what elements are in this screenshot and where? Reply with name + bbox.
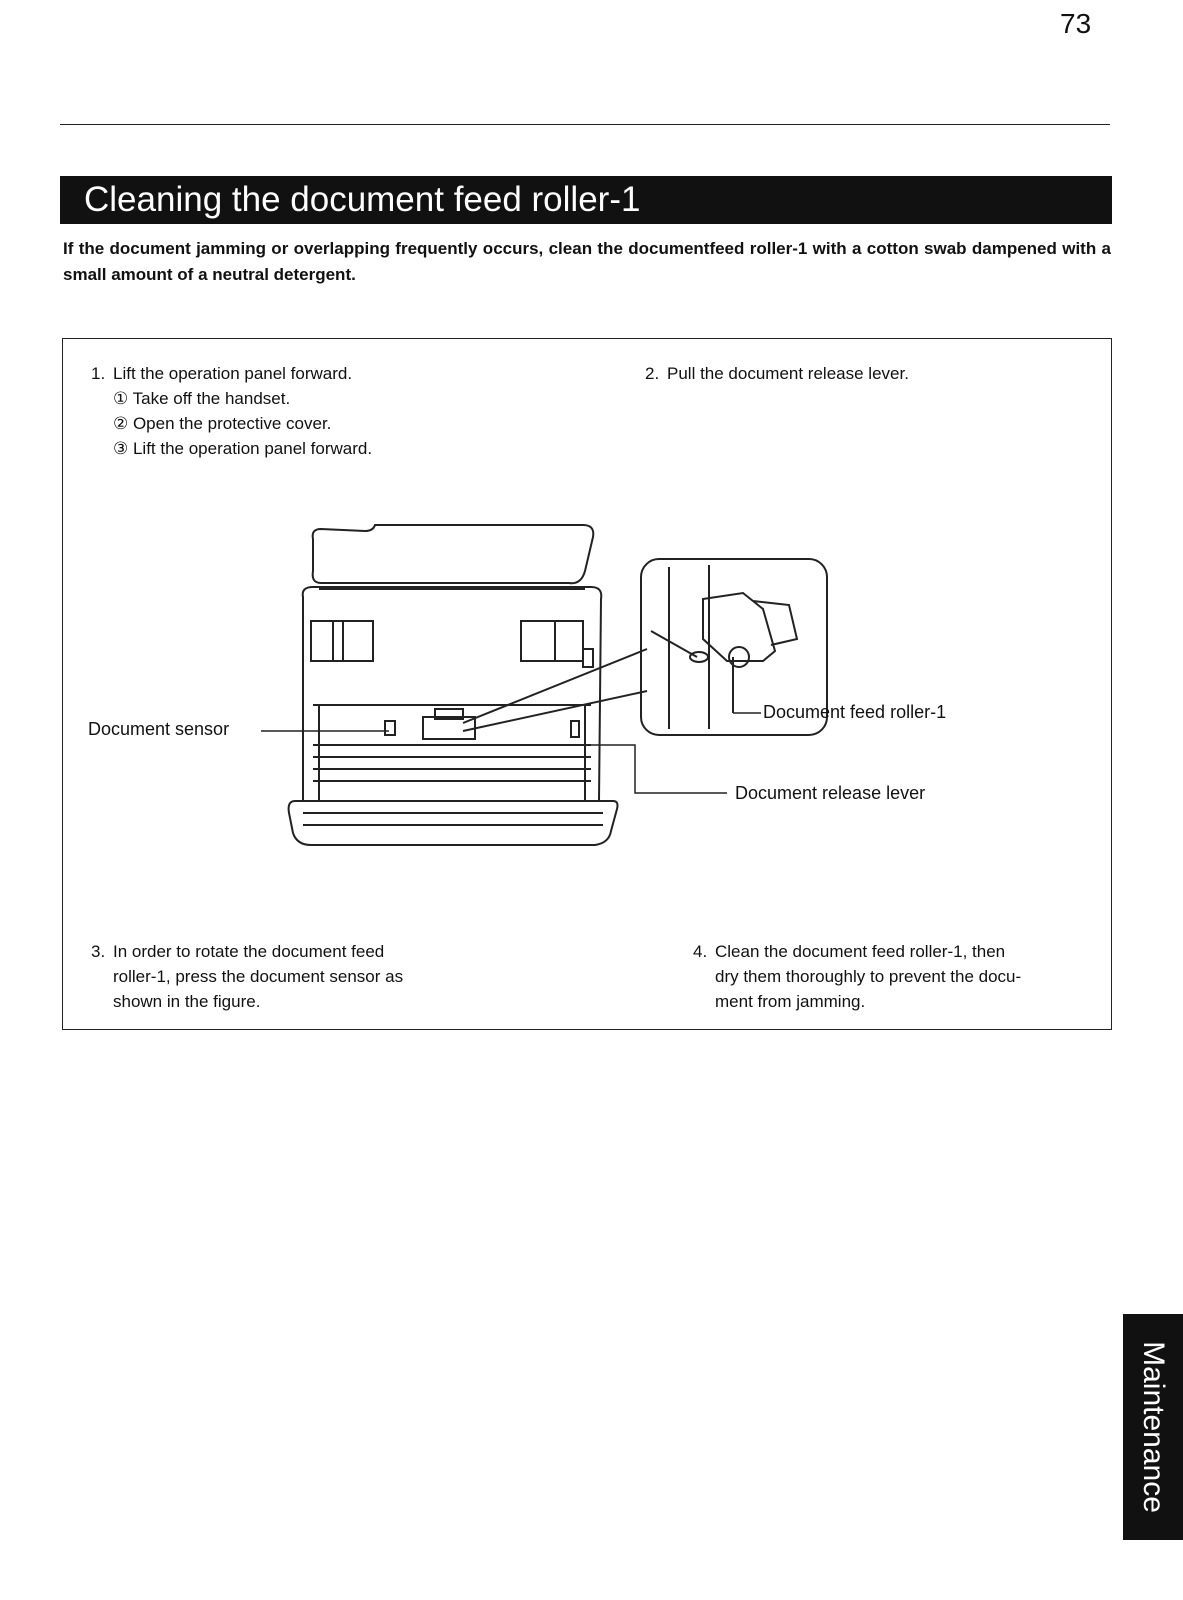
operation-panel: [313, 525, 594, 583]
step-1-text: Lift the operation panel forward.: [113, 364, 353, 383]
steps-box: [62, 338, 1112, 1030]
step-3-number: 3.: [91, 942, 106, 961]
intro-paragraph: If the document jamming or overlapping frequently occurs, clean the documentfeed roller-1 with a cotton swab dampened with a small amount of a neutral detergent.: [63, 239, 1111, 284]
step-1-substep: ③ Lift the operation panel forward.: [113, 439, 373, 458]
maintenance-side-tab: [1123, 1314, 1183, 1540]
step-1: [91, 361, 611, 461]
section-title: Cleaning the document feed roller-1: [60, 176, 1112, 224]
side-tab-label: Maintenance: [1137, 1341, 1170, 1513]
step-2-number: 2.: [645, 364, 660, 383]
step-4-line: dry them thoroughly to prevent the docu-: [715, 967, 1022, 986]
callout-release-lever: Document release lever: [735, 783, 926, 803]
step-2: [645, 361, 1075, 386]
step-4-number: 4.: [693, 942, 708, 961]
step-1-number: 1.: [91, 364, 106, 383]
header-rule: [60, 124, 1110, 125]
step-3-line: shown in the figure.: [113, 992, 261, 1011]
step-1-substep: ② Open the protective cover.: [113, 414, 332, 433]
right-paper-guide: [521, 621, 583, 661]
callout-feed-roller: Document feed roller-1: [763, 702, 947, 722]
step-2-text: Pull the document release lever.: [667, 364, 909, 383]
step-4-line: Clean the document feed roller-1, then: [715, 942, 1006, 961]
step-3-line: roller-1, press the document sensor as: [113, 967, 404, 986]
step-1-substep: ① Take off the handset.: [113, 389, 291, 408]
document-sensor-part: [385, 721, 395, 735]
step-3-line: In order to rotate the document feed: [113, 942, 385, 961]
step-3: [91, 939, 521, 1014]
step-4: [693, 939, 1083, 1014]
callout-document-sensor: Document sensor: [88, 719, 230, 739]
front-tray: [289, 801, 618, 845]
page-number: 73: [1060, 8, 1092, 39]
step-4-line: ment from jamming.: [715, 992, 866, 1011]
